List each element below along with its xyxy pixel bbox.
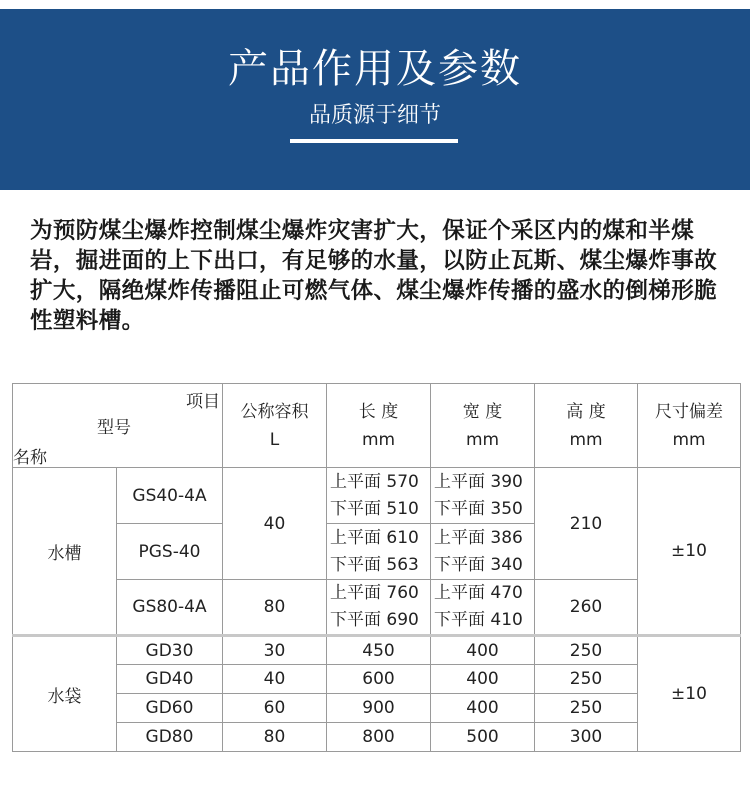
- table-row: [13, 665, 741, 694]
- header-banner: [0, 9, 750, 190]
- page-title: 产品作用及参数: [228, 46, 522, 92]
- length-cell: 450: [327, 636, 431, 665]
- width-cell: 400: [431, 694, 535, 723]
- corner-item-label: 项目: [186, 392, 220, 412]
- model-cell: GS40-4A: [117, 468, 223, 524]
- height-cell: 250: [535, 665, 638, 694]
- volume-cell: 80: [223, 580, 327, 636]
- page-subtitle: 品质源于细节: [308, 103, 441, 128]
- width-header: 宽 度 mm: [431, 384, 535, 468]
- width-cell: 上平面 386 下平面 340: [431, 524, 535, 580]
- volume-cell: 60: [223, 694, 327, 723]
- table-row: [13, 723, 741, 752]
- model-cell: GD40: [117, 665, 223, 694]
- bag-name-cell: 水袋: [13, 636, 117, 752]
- table-row: [13, 636, 741, 665]
- length-header: 长 度 mm: [327, 384, 431, 468]
- height-cell: 300: [535, 723, 638, 752]
- length-cell: 上平面 570 下平面 510: [327, 468, 431, 524]
- model-cell: GD60: [117, 694, 223, 723]
- width-cell: 400: [431, 636, 535, 665]
- volume-cell: 40: [223, 468, 327, 580]
- height-cell: 250: [535, 636, 638, 665]
- length-cell: 600: [327, 665, 431, 694]
- volume-cell: 80: [223, 723, 327, 752]
- volume-header: 公称容积 L: [223, 384, 327, 468]
- tolerance-cell: ±10: [638, 468, 741, 636]
- tolerance-header: 尺寸偏差 mm: [638, 384, 741, 468]
- length-cell: 800: [327, 723, 431, 752]
- length-cell: 900: [327, 694, 431, 723]
- table-row: [13, 468, 741, 496]
- model-cell: GS80-4A: [117, 580, 223, 636]
- product-description: 为预防煤尘爆炸控制煤尘爆炸灾害扩大，保证个采区内的煤和半煤岩，掘进面的上下出口，有足够的水量，以防止瓦斯、煤尘爆炸事故扩大，隔绝煤炸传播阻止可燃气体、煤尘爆炸传播的盛水的倒梯形脆性塑料槽。: [30, 218, 718, 334]
- model-cell: GD30: [117, 636, 223, 665]
- corner-header-cell: [13, 384, 223, 468]
- corner-name-label: 名称: [13, 448, 47, 468]
- corner-model-label: 型号: [97, 418, 131, 438]
- volume-cell: 40: [223, 665, 327, 694]
- width-cell: 400: [431, 665, 535, 694]
- tolerance-cell: ±10: [638, 636, 741, 752]
- width-cell: 上平面 390 下平面 350: [431, 468, 535, 524]
- table-row: [13, 580, 741, 608]
- tank-name-cell: 水槽: [13, 468, 117, 636]
- height-cell: 260: [535, 580, 638, 636]
- table-header-row: [13, 384, 741, 468]
- height-header: 高 度 mm: [535, 384, 638, 468]
- volume-cell: 30: [223, 636, 327, 665]
- length-cell: 上平面 760 下平面 690: [327, 580, 431, 636]
- width-cell: 500: [431, 723, 535, 752]
- model-cell: PGS-40: [117, 524, 223, 580]
- subtitle-underline: [290, 139, 458, 143]
- model-cell: GD80: [117, 723, 223, 752]
- parameter-table: [12, 383, 741, 752]
- height-cell: 250: [535, 694, 638, 723]
- width-cell: 上平面 470 下平面 410: [431, 580, 535, 636]
- height-cell: 210: [535, 468, 638, 580]
- table-row: [13, 694, 741, 723]
- length-cell: 上平面 610 下平面 563: [327, 524, 431, 580]
